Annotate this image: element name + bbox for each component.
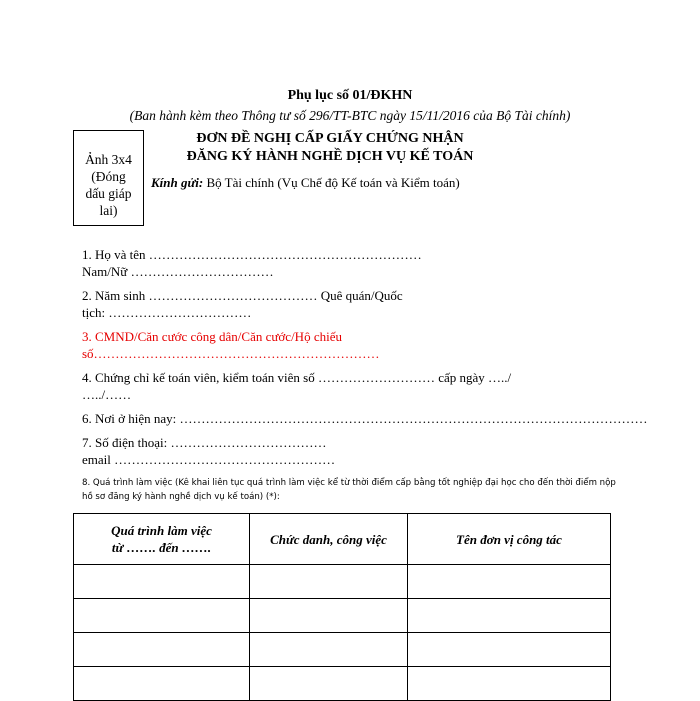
col-employer-header: Tên đơn vị công tác <box>408 514 611 565</box>
field-id-number-label: 3. CMND/Căn cước công dân/Căn cước/Hộ chiếu <box>82 329 342 344</box>
table-cell[interactable] <box>250 633 408 667</box>
field-email: email …………………………………………… <box>82 452 336 467</box>
photo-label-line1: Ảnh 3x4 <box>85 152 132 167</box>
recipient-value: Bộ Tài chính (Vụ Chế độ Kế toán và Kiểm toán) <box>206 175 460 190</box>
table-cell[interactable] <box>408 633 611 667</box>
table-row <box>74 565 611 599</box>
appendix-title: Phụ lục số 01/ĐKHN <box>287 88 413 103</box>
work-history-table <box>73 513 611 701</box>
table-row <box>74 633 611 667</box>
table-cell[interactable] <box>74 667 250 701</box>
table-cell[interactable] <box>250 599 408 633</box>
col-period-header <box>74 514 250 565</box>
recipient-label: Kính gửi: <box>151 175 204 190</box>
table-cell[interactable] <box>250 565 408 599</box>
field-id-number-value: số………………………………………………………… <box>82 346 380 361</box>
recipient-line <box>151 175 460 191</box>
field-id-label <box>82 329 342 345</box>
table-row <box>74 667 611 701</box>
field-full-name: 1. Họ và tên ……………………………………………………… <box>82 247 422 262</box>
table-cell[interactable] <box>250 667 408 701</box>
table-row <box>74 599 611 633</box>
field-certificate: 4. Chứng chỉ kế toán viên, kiểm toán viên số ……………………… cấp ngày …../ <box>82 370 512 385</box>
col-position-header: Chức danh, công việc <box>250 514 408 565</box>
field-id-number <box>82 346 380 362</box>
field-address: 6. Nơi ở hiện nay: ……………………………………………………………………………………………… <box>82 411 648 426</box>
photo-label-line2: (Đóng <box>91 169 126 184</box>
field-nationality: tịch: …………………………… <box>82 305 252 320</box>
field-birth-year: 2. Năm sinh ………………………………… Quê quán/Quốc <box>82 288 403 303</box>
field-phone: 7. Số điện thoại: ……………………………… <box>82 435 327 450</box>
field-gender: Nam/Nữ …………………………… <box>82 264 274 279</box>
photo-label-line4: lai) <box>99 203 118 218</box>
photo-box <box>73 130 144 226</box>
col-period-line2: từ ……. đến ……. <box>111 540 212 555</box>
table-cell[interactable] <box>74 599 250 633</box>
photo-label-line3: dấu giáp <box>85 186 132 201</box>
col-period-line1: Quá trình làm việc <box>111 523 212 538</box>
field-certificate-date: …../…… <box>82 387 132 402</box>
table-cell[interactable] <box>408 565 611 599</box>
form-title-line1: ĐƠN ĐỀ NGHỊ CẤP GIẤY CHỨNG NHẬN <box>196 131 464 146</box>
form-title-line2: ĐĂNG KÝ HÀNH NGHỀ DỊCH VỤ KẾ TOÁN <box>186 149 474 164</box>
table-header-row <box>74 514 611 565</box>
table-cell[interactable] <box>408 667 611 701</box>
table-cell[interactable] <box>74 565 250 599</box>
work-history-intro: 8. Quá trình làm việc (Kê khai liên tục quá trình làm việc kể từ thời điểm cấp bằng tốt nghiệp đại học cho đến thời điểm nộp hồ sơ đăng ký hành nghề dịch vụ kế toán) (*): <box>82 478 616 502</box>
issued-note: (Ban hành kèm theo Thông tư số 296/TT-BTC ngày 15/11/2016 của Bộ Tài chính) <box>129 108 571 123</box>
table-cell[interactable] <box>408 599 611 633</box>
table-cell[interactable] <box>74 633 250 667</box>
